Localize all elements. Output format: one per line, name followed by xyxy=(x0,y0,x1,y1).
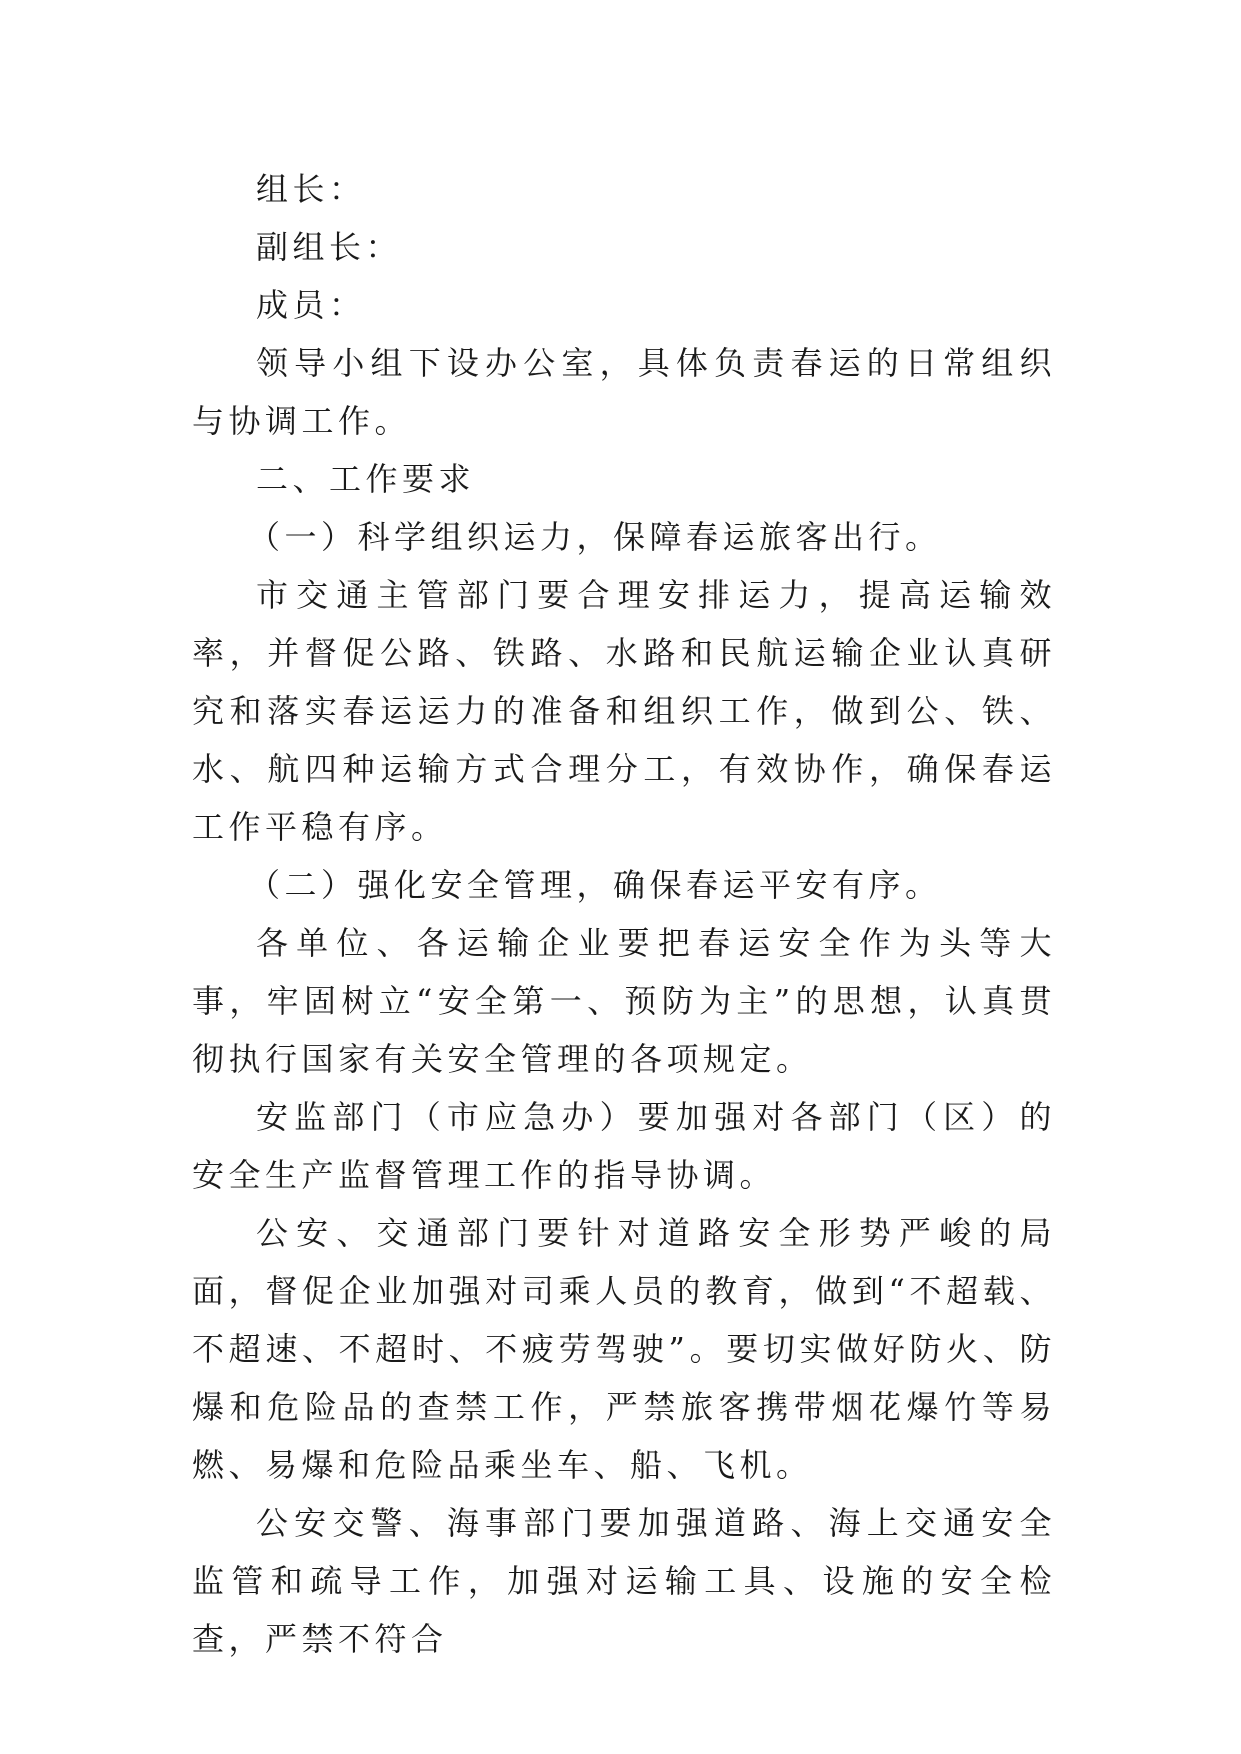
police-paragraph: 公安、交通部门要针对道路安全形势严峻的局面，督促企业加强对司乘人员的教育，做到“不超载、不超速、不超时、不疲劳驾驶”。要切实做好防火、防爆和危险品的查禁工作，严禁旅客携带烟花爆竹等易燃、易爆和危险品乘坐车、船、飞机。 xyxy=(192,1214,1056,1484)
safety-paragraph: 各单位、各运输企业要把春运安全作为头等大事，牢固树立“安全第一、预防为主”的思想，认真贯彻执行国家有关安全管理的各项规定。 xyxy=(192,924,1056,1078)
section-heading-work-requirements: 二、工作要求 xyxy=(256,460,476,498)
supervision-paragraph: 安监部门（市应急办）要加强对各部门（区）的安全生产监督管理工作的指导协调。 xyxy=(192,1098,1056,1194)
office-paragraph: 领导小组下设办公室，具体负责春运的日常组织与协调工作。 xyxy=(192,344,1056,440)
document-body xyxy=(192,160,1056,1668)
leader-line: 组长： xyxy=(256,170,366,208)
transport-paragraph: 市交通主管部门要合理安排运力，提高运输效率，并督促公路、铁路、水路和民航运输企业认真研究和落实春运运力的准备和组织工作，做到公、铁、水、航四种运输方式合理分工，有效协作，确保春运工作平稳有序。 xyxy=(192,576,1056,846)
maritime-paragraph: 公安交警、海事部门要加强道路、海上交通安全监管和疏导工作，加强对运输工具、设施的安全检查，严禁不符合 xyxy=(192,1504,1056,1658)
members-line: 成员： xyxy=(256,286,366,324)
subheading-safety-management: （二）强化安全管理，确保春运平安有序。 xyxy=(248,866,942,904)
subheading-transport-capacity: （一）科学组织运力，保障春运旅客出行。 xyxy=(248,518,942,556)
deputy-leader-line: 副组长： xyxy=(256,228,403,266)
